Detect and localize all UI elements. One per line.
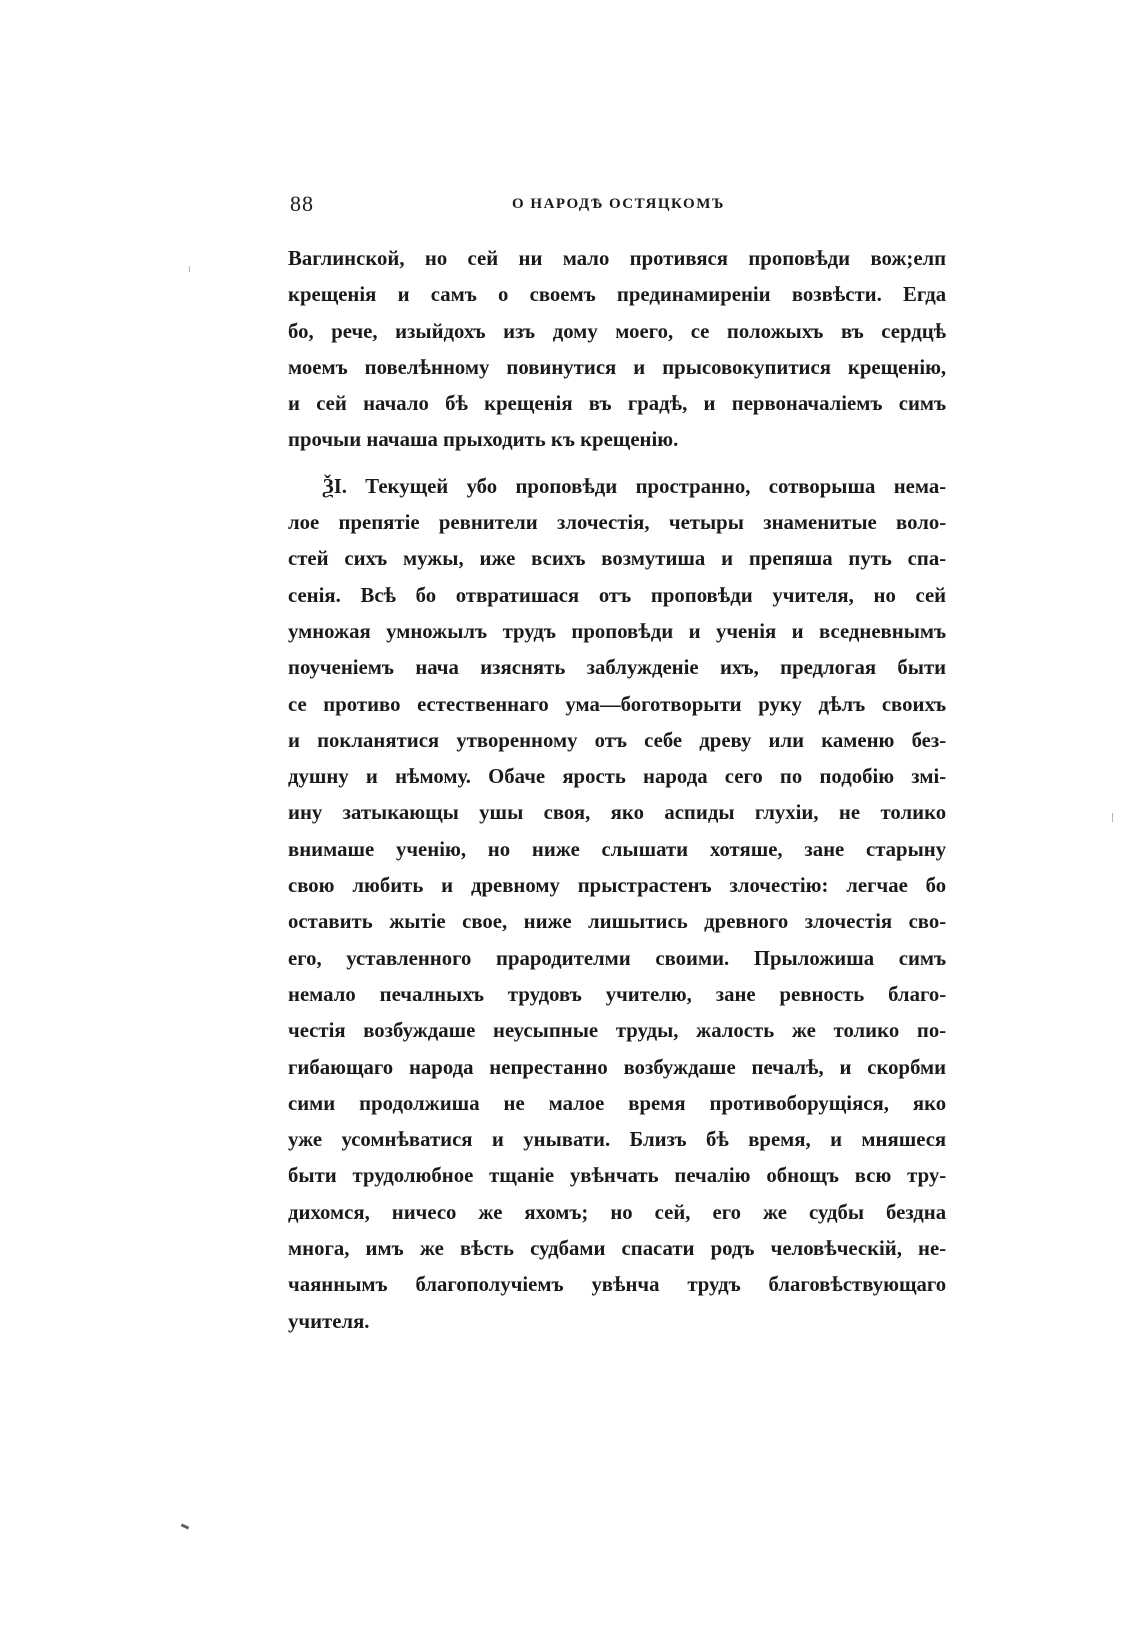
- text-line: моемъ повелѣнному повинутися и прысовокупитися крещенію,: [288, 354, 947, 379]
- text-line: немало печалныхъ трудовъ учителю, зане ревность благо-: [288, 981, 947, 1006]
- scan-speck: [1112, 813, 1113, 822]
- text-line: его, уставленного прародителми своими. Прыложиша симъ: [288, 945, 947, 970]
- text-line: дихомся, ничесо же яхомъ; но сей, его же судбы бездна: [288, 1199, 947, 1224]
- text-line: Ваглинской, но сей ни мало противяся проповѣди вож;елп: [288, 246, 947, 270]
- text-line: чаяннымъ благополучіемъ увѣнча трудъ благовѣствующаго: [288, 1272, 947, 1297]
- body-text: [288, 240, 946, 1339]
- text-line: прочыи начаша прыходить къ крещенію.: [288, 427, 679, 452]
- text-line: оставить жытіе свое, ниже лишытись древного злочестія сво-: [288, 909, 947, 934]
- text-line: и сей начало бѣ крещенія въ градѣ, и первоначаліемъ симъ: [288, 391, 947, 416]
- scan-speck: [181, 1523, 190, 1529]
- text-line: умножая умножылъ трудъ проповѣди и ученія и вседневнымъ: [288, 618, 947, 643]
- text-line: ину затыкающы ушы своя, яко аспиды глухіи, не толико: [288, 800, 947, 825]
- text-line: многа, имъ же вѣсть судбами спасати родъ человѣческій, не-: [288, 1236, 947, 1261]
- text-line: поученіемъ нача изяснять заблужденіе ихъ, предлогая быти: [288, 655, 947, 680]
- text-line: се противо естественнаго ума—боготворыти руку дѣлъ своихъ: [288, 691, 947, 716]
- text-line: внимаше ученію, но ниже слышати хотяше, зане старыну: [288, 836, 947, 861]
- running-title: О НАРОДѢ ОСТЯЦКОМЪ: [512, 196, 725, 212]
- text-line: гибающаго народа непрестанно возбуждаше печалѣ, и скорбми: [288, 1054, 947, 1079]
- text-line: быти трудолюбное тщаніе увѣнчать печалію обнощъ всю тру-: [288, 1163, 947, 1188]
- text-line: стей сихъ мужы, иже всихъ возмутиша и препяша путь спа-: [288, 546, 947, 571]
- text-line: лое препятіе ревнители злочестія, четыры знаменитые воло-: [288, 510, 947, 535]
- text-line: душну и нѣмому. Обаче ярость народа сего по подобію змі-: [288, 764, 947, 789]
- text-line: ѮІ. Текущей убо проповѣди пространно, сотворыша нема-: [322, 473, 947, 498]
- page-number: 88: [290, 191, 314, 216]
- text-line: уже усомнѣватися и унывати. Близъ бѣ время, и мняшеся: [288, 1127, 947, 1152]
- text-line: свою любить и древному прыстрастенъ злочестію: легчае бо: [288, 873, 947, 898]
- text-line: крещенія и самъ о своемъ прединамиреніи возвѣсти. Егда: [288, 282, 947, 307]
- text-line: честія возбуждаше неусыпные труды, жалость же толико по-: [288, 1018, 947, 1043]
- paragraph-1: [288, 240, 946, 458]
- text-line: и покланятися утворенному отъ себе древу или каменю без-: [288, 727, 947, 752]
- paragraph-2: [288, 468, 946, 1339]
- text-line: бо, рече, изыйдохъ изъ дому моего, се положыхъ въ сердцѣ: [288, 318, 947, 343]
- text-line: сенія. Всѣ бо отвратишася отъ проповѣди учителя, но сей: [288, 582, 947, 607]
- scan-speck: [189, 266, 190, 272]
- paragraph-gap: [288, 458, 946, 468]
- text-line: сими продолжиша не малое время противоборущіяся, яко: [288, 1090, 947, 1115]
- text-line: учителя.: [288, 1308, 370, 1333]
